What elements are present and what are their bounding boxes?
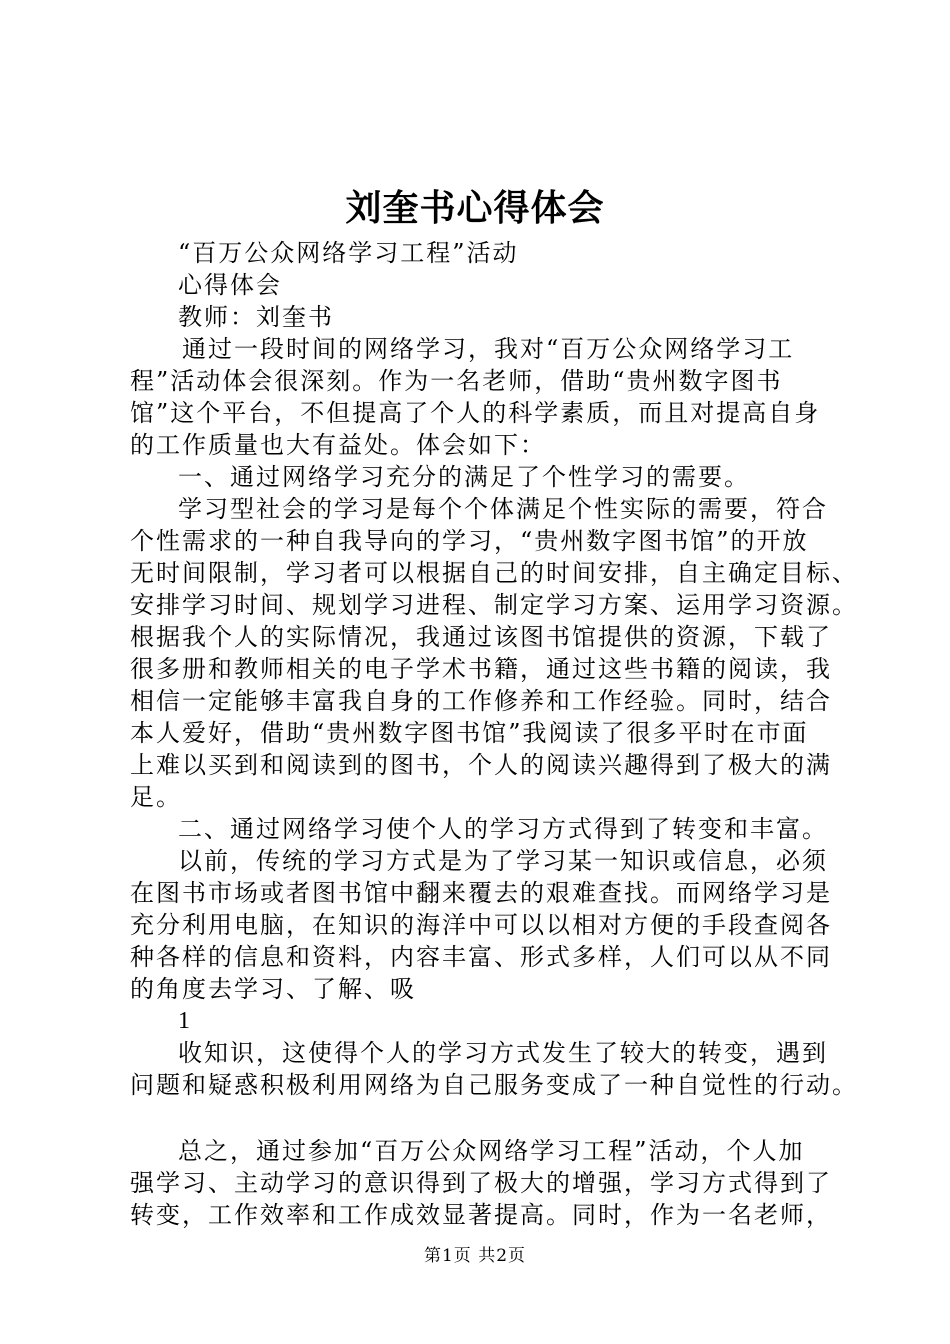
document-title: 刘奎书心得体会 <box>345 187 605 229</box>
paragraph-line: 种各样的信息和资料，内容丰富、形式多样，人们可以从不同 <box>130 943 832 971</box>
paragraph-line: 足。 <box>130 783 182 811</box>
paragraph-line: 馆”这个平台，不但提高了个人的科学素质，而且对提高自身 <box>130 399 821 427</box>
paragraph-line: 通过一段时间的网络学习，我对“百万公众网络学习工 <box>182 335 795 363</box>
paragraph-line: 总之，通过参加“百万公众网络学习工程”活动，个人加 <box>178 1137 805 1165</box>
blank-line <box>130 1101 830 1135</box>
paragraph-line: 强学习、主动学习的意识得到了极大的增强，学习方式得到了 <box>130 1169 832 1197</box>
paragraph-line: 个性需求的一种自我导向的学习，“贵州数字图书馆”的开放 <box>130 527 809 555</box>
paragraph-line: 无时间限制，学习者可以根据自己的时间安排，自主确定目标、 <box>130 559 858 587</box>
author-line: 教师：刘奎书 <box>178 303 334 331</box>
document-body <box>130 237 858 1231</box>
paragraph-line: 学习型社会的学习是每个个体满足个性实际的需要，符合 <box>178 495 828 523</box>
paragraph-line: 以前，传统的学习方式是为了学习某一知识或信息，必须 <box>178 847 828 875</box>
paragraph-line: 的角度去学习、了解、吸 <box>130 975 416 1003</box>
page-footer: 第1页 共2页 <box>423 1246 527 1266</box>
paragraph-line: 本人爱好，借助“贵州数字图书馆”我阅读了很多平时在市面 <box>130 719 809 747</box>
paragraph-line: 程”活动体会很深刻。作为一名老师，借助“贵州数字图书 <box>130 367 783 395</box>
paragraph-line: 充分利用电脑，在知识的海洋中可以以相对方便的手段查阅各 <box>130 911 832 939</box>
paragraph-line: 相信一定能够丰富我自身的工作修养和工作经验。同时，结合 <box>130 687 832 715</box>
paragraph-line: 很多册和教师相关的电子学术书籍，通过这些书籍的阅读，我 <box>130 655 832 683</box>
subtitle-heading: 心得体会 <box>178 271 282 299</box>
paragraph-line: 的工作质量也大有益处。体会如下： <box>130 431 546 459</box>
activity-heading: “百万公众网络学习工程”活动 <box>178 239 519 267</box>
paragraph-line: 上难以买到和阅读到的图书，个人的阅读兴趣得到了极大的满 <box>130 751 832 779</box>
section-heading-1: 一、通过网络学习充分的满足了个性学习的需要。 <box>178 463 750 491</box>
paragraph-line: 转变，工作效率和工作成效显著提高。同时，作为一名老师， <box>130 1201 832 1229</box>
paragraph-line: 根据我个人的实际情况，我通过该图书馆提供的资源，下载了 <box>130 623 832 651</box>
paragraph-line: 收知识，这使得个人的学习方式发生了较大的转变，遇到 <box>178 1039 828 1067</box>
inline-page-number: 1 <box>178 1008 192 1034</box>
paragraph-line: 在图书市场或者图书馆中翻来覆去的艰难查找。而网络学习是 <box>130 879 832 907</box>
paragraph-line: 问题和疑惑积极利用网络为自己服务变成了一种自觉性的行动。 <box>130 1071 858 1099</box>
paragraph-line: 安排学习时间、规划学习进程、制定学习方案、运用学习资源。 <box>130 591 858 619</box>
section-heading-2: 二、通过网络学习使个人的学习方式得到了转变和丰富。 <box>178 815 828 843</box>
